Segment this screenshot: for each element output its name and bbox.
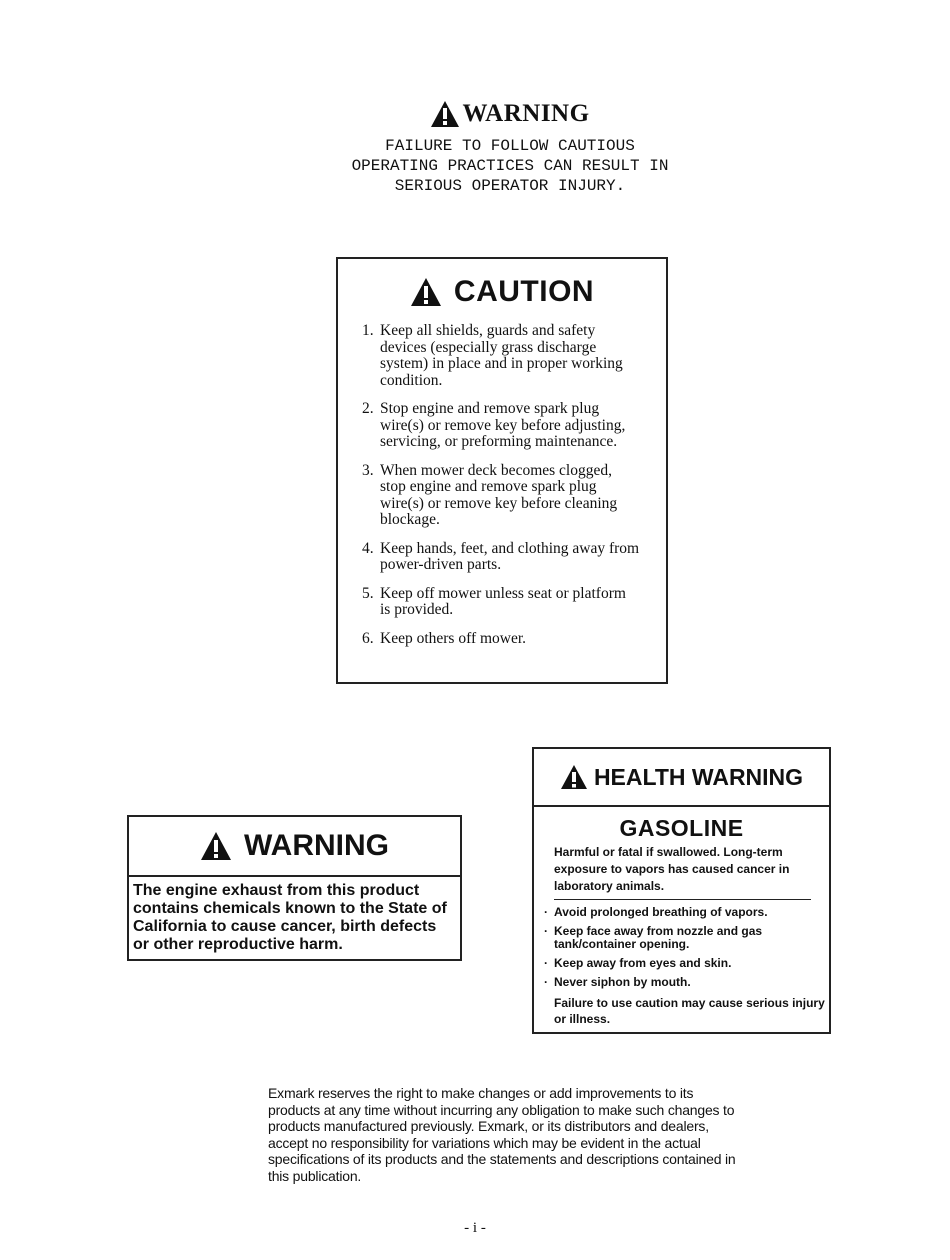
california-warning-box	[127, 815, 462, 961]
page-number: - i -	[464, 1220, 486, 1236]
health-warning-box	[532, 747, 831, 1034]
warning-triangle-icon	[410, 277, 442, 307]
list-item	[362, 541, 640, 574]
item-number: 4.	[362, 539, 374, 557]
item-number: 5.	[362, 584, 374, 602]
health-warning-failure-text: Failure to use caution may cause serious injury or illness.	[554, 996, 825, 1026]
item-text: Keep all shields, guards and safety devices (especially grass discharge system) in place and in proper working condition.	[380, 322, 623, 389]
warning-triangle-icon	[430, 100, 460, 128]
bullet-mark: ·	[544, 975, 548, 989]
health-warning-title: HEALTH WARNING	[593, 763, 804, 790]
top-warning-section	[250, 100, 770, 196]
list-item	[544, 976, 819, 989]
item-text: Keep others off mower.	[380, 629, 527, 647]
bullet-mark: ·	[544, 956, 548, 970]
caution-heading	[338, 275, 666, 309]
item-number: 6.	[362, 629, 374, 647]
item-text: Keep hands, feet, and clothing away from power-driven parts.	[380, 539, 640, 573]
disclaimer-paragraph: Exmark reserves the right to make changes or add improvements to its products at any time without incurring any obligation to make such changes to products manufactured previously. Exmark, or its distributors and dealers, accept no responsibility for variations which may be evident in the actual specifications of its products and the statements and descriptions contained in this publication.	[268, 1085, 736, 1184]
health-warning-bullets	[544, 906, 829, 989]
list-item	[362, 631, 640, 648]
warning-triangle-icon	[560, 764, 588, 790]
bullet-text: Never siphon by mouth.	[554, 975, 691, 989]
top-warning-title: WARNING	[462, 100, 590, 127]
caution-list	[338, 323, 666, 647]
bullet-mark: ·	[544, 905, 548, 919]
bullet-text: Keep face away from nozzle and gas tank/container opening.	[554, 924, 763, 951]
health-warning-subtitle: GASOLINE	[619, 815, 744, 841]
item-number: 3.	[362, 461, 374, 479]
caution-title: CAUTION	[453, 275, 595, 308]
item-text: Keep off mower unless seat or platform is provided.	[380, 584, 626, 618]
bullet-text: Keep away from eyes and skin.	[554, 956, 732, 970]
list-item	[544, 906, 819, 919]
warning-box-heading	[129, 817, 460, 877]
list-item	[544, 957, 819, 970]
health-warning-harm-text: Harmful or fatal if swallowed. Long-term exposure to vapors has caused cancer in laboratory animals.	[554, 844, 811, 900]
warning-box-text: The engine exhaust from this product contains chemicals known to the State of California to cause cancer, birth defects or other reproductive harm.	[133, 882, 447, 953]
item-text: Stop engine and remove spark plug wire(s) or remove key before adjusting, servicing, or preforming maintenance.	[380, 400, 626, 450]
warning-box-title: WARNING	[244, 829, 389, 862]
top-warning-message: FAILURE TO FOLLOW CAUTIOUS OPERATING PRACTICES CAN RESULT IN SERIOUS OPERATOR INJURY.	[351, 137, 669, 195]
list-item	[362, 401, 640, 451]
top-warning-heading	[250, 100, 770, 128]
list-item	[362, 586, 640, 619]
bullet-text: Avoid prolonged breathing of vapors.	[554, 905, 768, 919]
warning-triangle-icon	[200, 831, 232, 861]
item-text: When mower deck becomes clogged, stop engine and remove spark plug wire(s) or remove key before cleaning blockage.	[380, 461, 618, 528]
list-item	[544, 925, 819, 951]
item-number: 1.	[362, 322, 374, 339]
caution-box	[336, 257, 668, 684]
bullet-mark: ·	[544, 924, 548, 938]
list-item	[362, 463, 640, 529]
item-number: 2.	[362, 400, 374, 417]
health-warning-heading	[534, 749, 829, 807]
list-item	[362, 323, 640, 389]
